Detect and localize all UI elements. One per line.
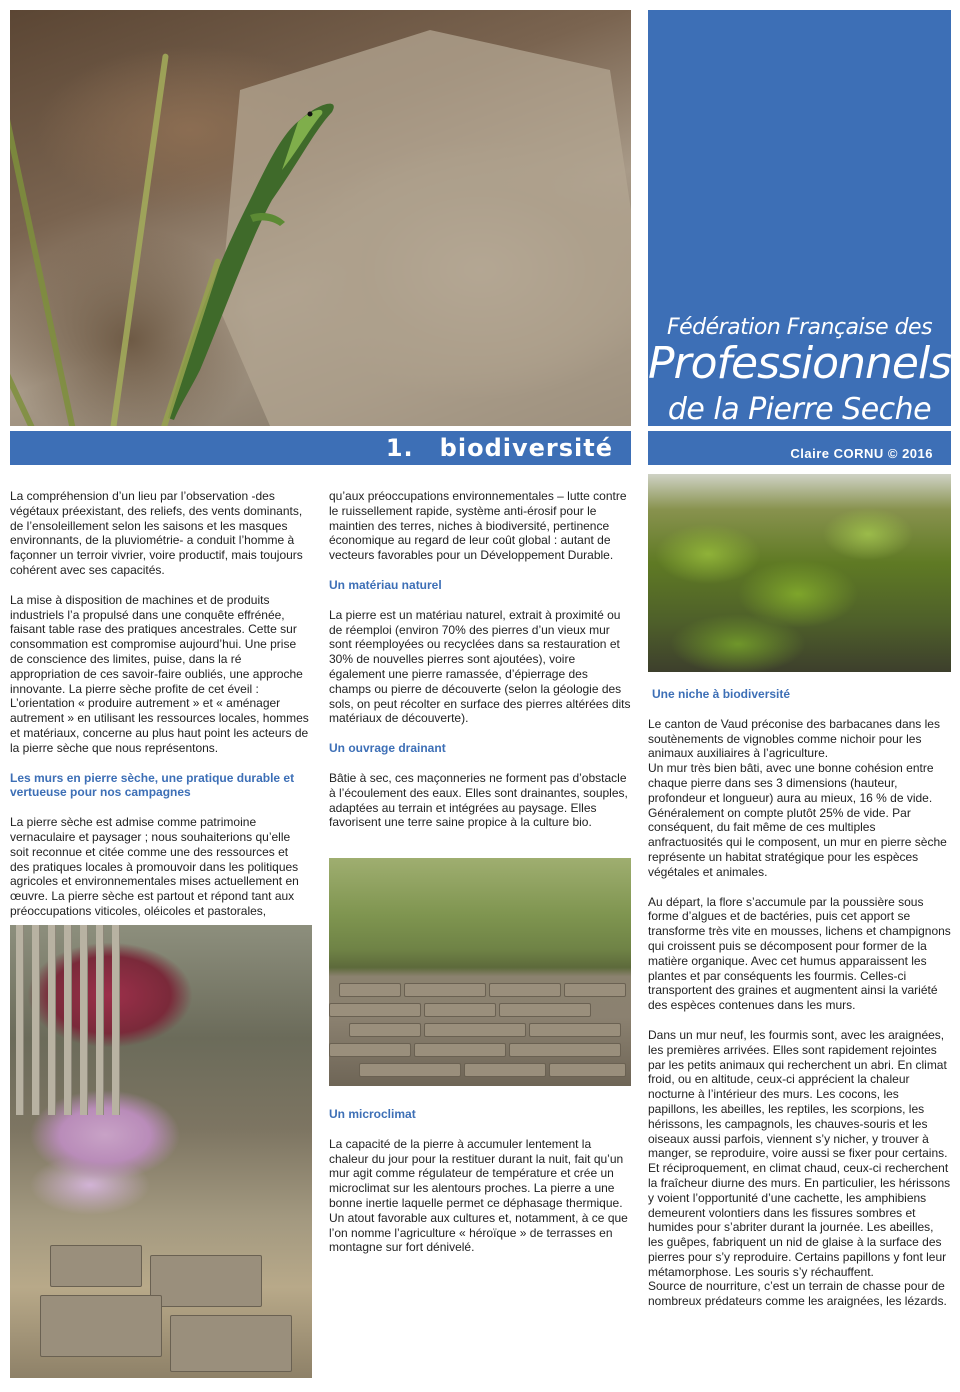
paragraph: La compréhension d’un lieu par l’observation -des végétaux préexistant, des reliefs, des vents dominants, de l’ensoleillement selon les saisons et les masques environnants, de la pluviométrie- a conduit l’homme à façonner un terroir vivrier, voire productif, mais toujours cohérent avec ses capacités. (10, 489, 303, 577)
column-2-lower (329, 1107, 631, 1270)
paragraph: La mise à disposition de machines et de produits industriels l’a propulsé dans une conquête effrénée, faisant table rase des pratiques ancestrales. Cette sur consommation est compromise aujourd’hui. Une prise de conscience des limites, puise, dans la ré appropriation de ces savoir-faire oubliés, une approche innovante. La pierre sèche profite de cet éveil : L’orientation « produire autrement » et « aménager autrement » en utilisant les ressources locales, hommes et matériaux, concerne au plus haut point les acteurs de la pierre sèche que nous représentons. (10, 592, 309, 755)
credit-text: Claire CORNU © 2016 (790, 446, 933, 461)
paragraph: La capacité de la pierre à accumuler lentement la chaleur du jour pour la restituer durant la nuit, fait qu’un mur agit comme régulateur de température et crée un microclimat sur les alentours proches. La pierre a une bonne inertie laquelle permet ce déphasage thermique. Un atout favorable aux cultures et, notamment, à ce que l’on nomme l’agriculture « héroïque » de terrasses en montagne sur fort dénivelé. (329, 1136, 628, 1255)
photo-drainage-wall (329, 858, 631, 1086)
section-heading: Les murs en pierre sèche, une pratique durable et vertueuse pour nos campagnes (10, 770, 295, 800)
column-2 (329, 489, 631, 845)
section-heading: Une niche à biodiversité (652, 687, 791, 701)
photo-mossy-wall (648, 474, 951, 672)
credit-bar (648, 431, 951, 465)
column-3 (648, 687, 952, 1324)
section-title-bar (10, 431, 631, 465)
section-heading: Un ouvrage drainant (329, 741, 446, 756)
section-heading: Un microclimat (329, 1107, 416, 1121)
column-1 (10, 489, 310, 934)
section-heading: Un matériau naturel (329, 577, 442, 592)
section-title-text: biodiversité (439, 434, 613, 462)
photo-stone-wall-flowers (10, 925, 312, 1378)
brand-line-3: de la Pierre Seche (667, 392, 932, 427)
paragraph: Dans un mur neuf, les fourmis sont, avec les araignées, les premières arrivées. Elles sont rapidement rejointes par les petits animaux qui recherchent un abri. En climat froid, ou en altitude, ceux-ci apprécient la chaleur nocturne à l’intérieur des murs. Les cocons, les papillons, les abeilles, les reptiles, les scorpions, les hérissons, les campagnols, les chauves-souris et les oiseaux aussi parfois, viennent s’y nicher, y trouver à manger, se reproduire, voire aussi se fixer pour certains. Et réciproquement, en climat chaud, ceux-ci recherchent la fraîcheur diurne des murs. En particulier, les hérissons y voient l’opportunité d’une cachette, les amphibiens demeurent volontiers dans les fissures sombres et humides pour s’abriter durant la journée. Les abeilles, les guêpes, fabriquent un nid de glaise à la surface des pierres pour s’y reproduire. Certains papillons y font leur métamorphose. Les souris s’y réchauffent. Source de nourriture, c’est un terrain de chasse pour de nombreux prédateurs comme les araignées, les lézards. (648, 1027, 951, 1309)
paragraph: Bâtie à sec, ces maçonneries ne forment pas d’obstacle à l’écoulement des eaux. Elles sont drainantes, souples, adaptées au terrain et intégrées au paysage. Elles favorisent une terre saine propice à la culture bio. (329, 770, 628, 830)
paragraph: La pierre sèche est admise comme patrimoine vernaculaire et paysager ; nous souhaiterions qu’elle soit reconnue et citée comme une des ressources et des pratiques locales à promouvoir dans les politiques agricoles et environnementales mises actuellement en œuvre. La pierre sèche est partout et répond tant aux préoccupations viticoles, oléicoles et pastorales, (10, 815, 299, 918)
paragraph: qu’aux préoccupations environnementales – lutte contre le ruissellement rapide, système anti-érosif pour le maintien des terres, niches à biodiversité, pertinence économique au regard de leur coût global : autant de vecteurs favorables pour un Développement Durable. (329, 489, 627, 563)
paragraph: Au départ, la flore s’accumule par la poussière sous forme d’algues et de bactéries, puis cet apport se transforme très vite en mousses, lichens et champignons qui croissent puis se décomposent pour former de la matière organique. Avec cet humus apparaissent les plantes et par conséquents les fourmis. Celles-ci transportent des graines et augmentent ainsi la variété des espèces contenues dans les murs. (648, 894, 951, 1013)
brand-line-2: Professionnels (648, 338, 952, 389)
lizard-illustration (10, 10, 631, 426)
hero-photo-lizard (10, 10, 631, 426)
paragraph: Le canton de Vaud préconise des barbacanes dans les soutènements de vignobles comme nichoir pour les animaux auxiliaires à l’agriculture. Un mur très bien bâti, avec une bonne cohésion entre chaque pierre dans ses 3 dimensions (hauteur, profondeur et longueur) aura au mieux, 16 % de vide. Généralement on compte plutôt 25% de vide. Par conséquent, du fait même de ces multiples anfractuosités qui le composent, un mur en pierre sèche représente un habitat stratégique pour les espèces végétales et animales. (648, 716, 947, 879)
section-number: 1. (385, 434, 414, 462)
brand-line-1: Fédération Française des (666, 315, 933, 340)
paragraph: La pierre est un matériau naturel, extrait à proximité ou de réemploi (environ 70% des pierres d’un vieux mur sont réemployées ou recyclées dans sa restauration et 30% de nouvelles pierres sont ajoutées), voire également une pierre ramassée, d’épierrage des champs ou pierre de découverte (selon la géologie des sols, on peut récolter en surface des pierres altérées dits matériaux de découverte). (329, 607, 631, 726)
brand-panel (648, 10, 951, 426)
section-title (386, 434, 613, 462)
